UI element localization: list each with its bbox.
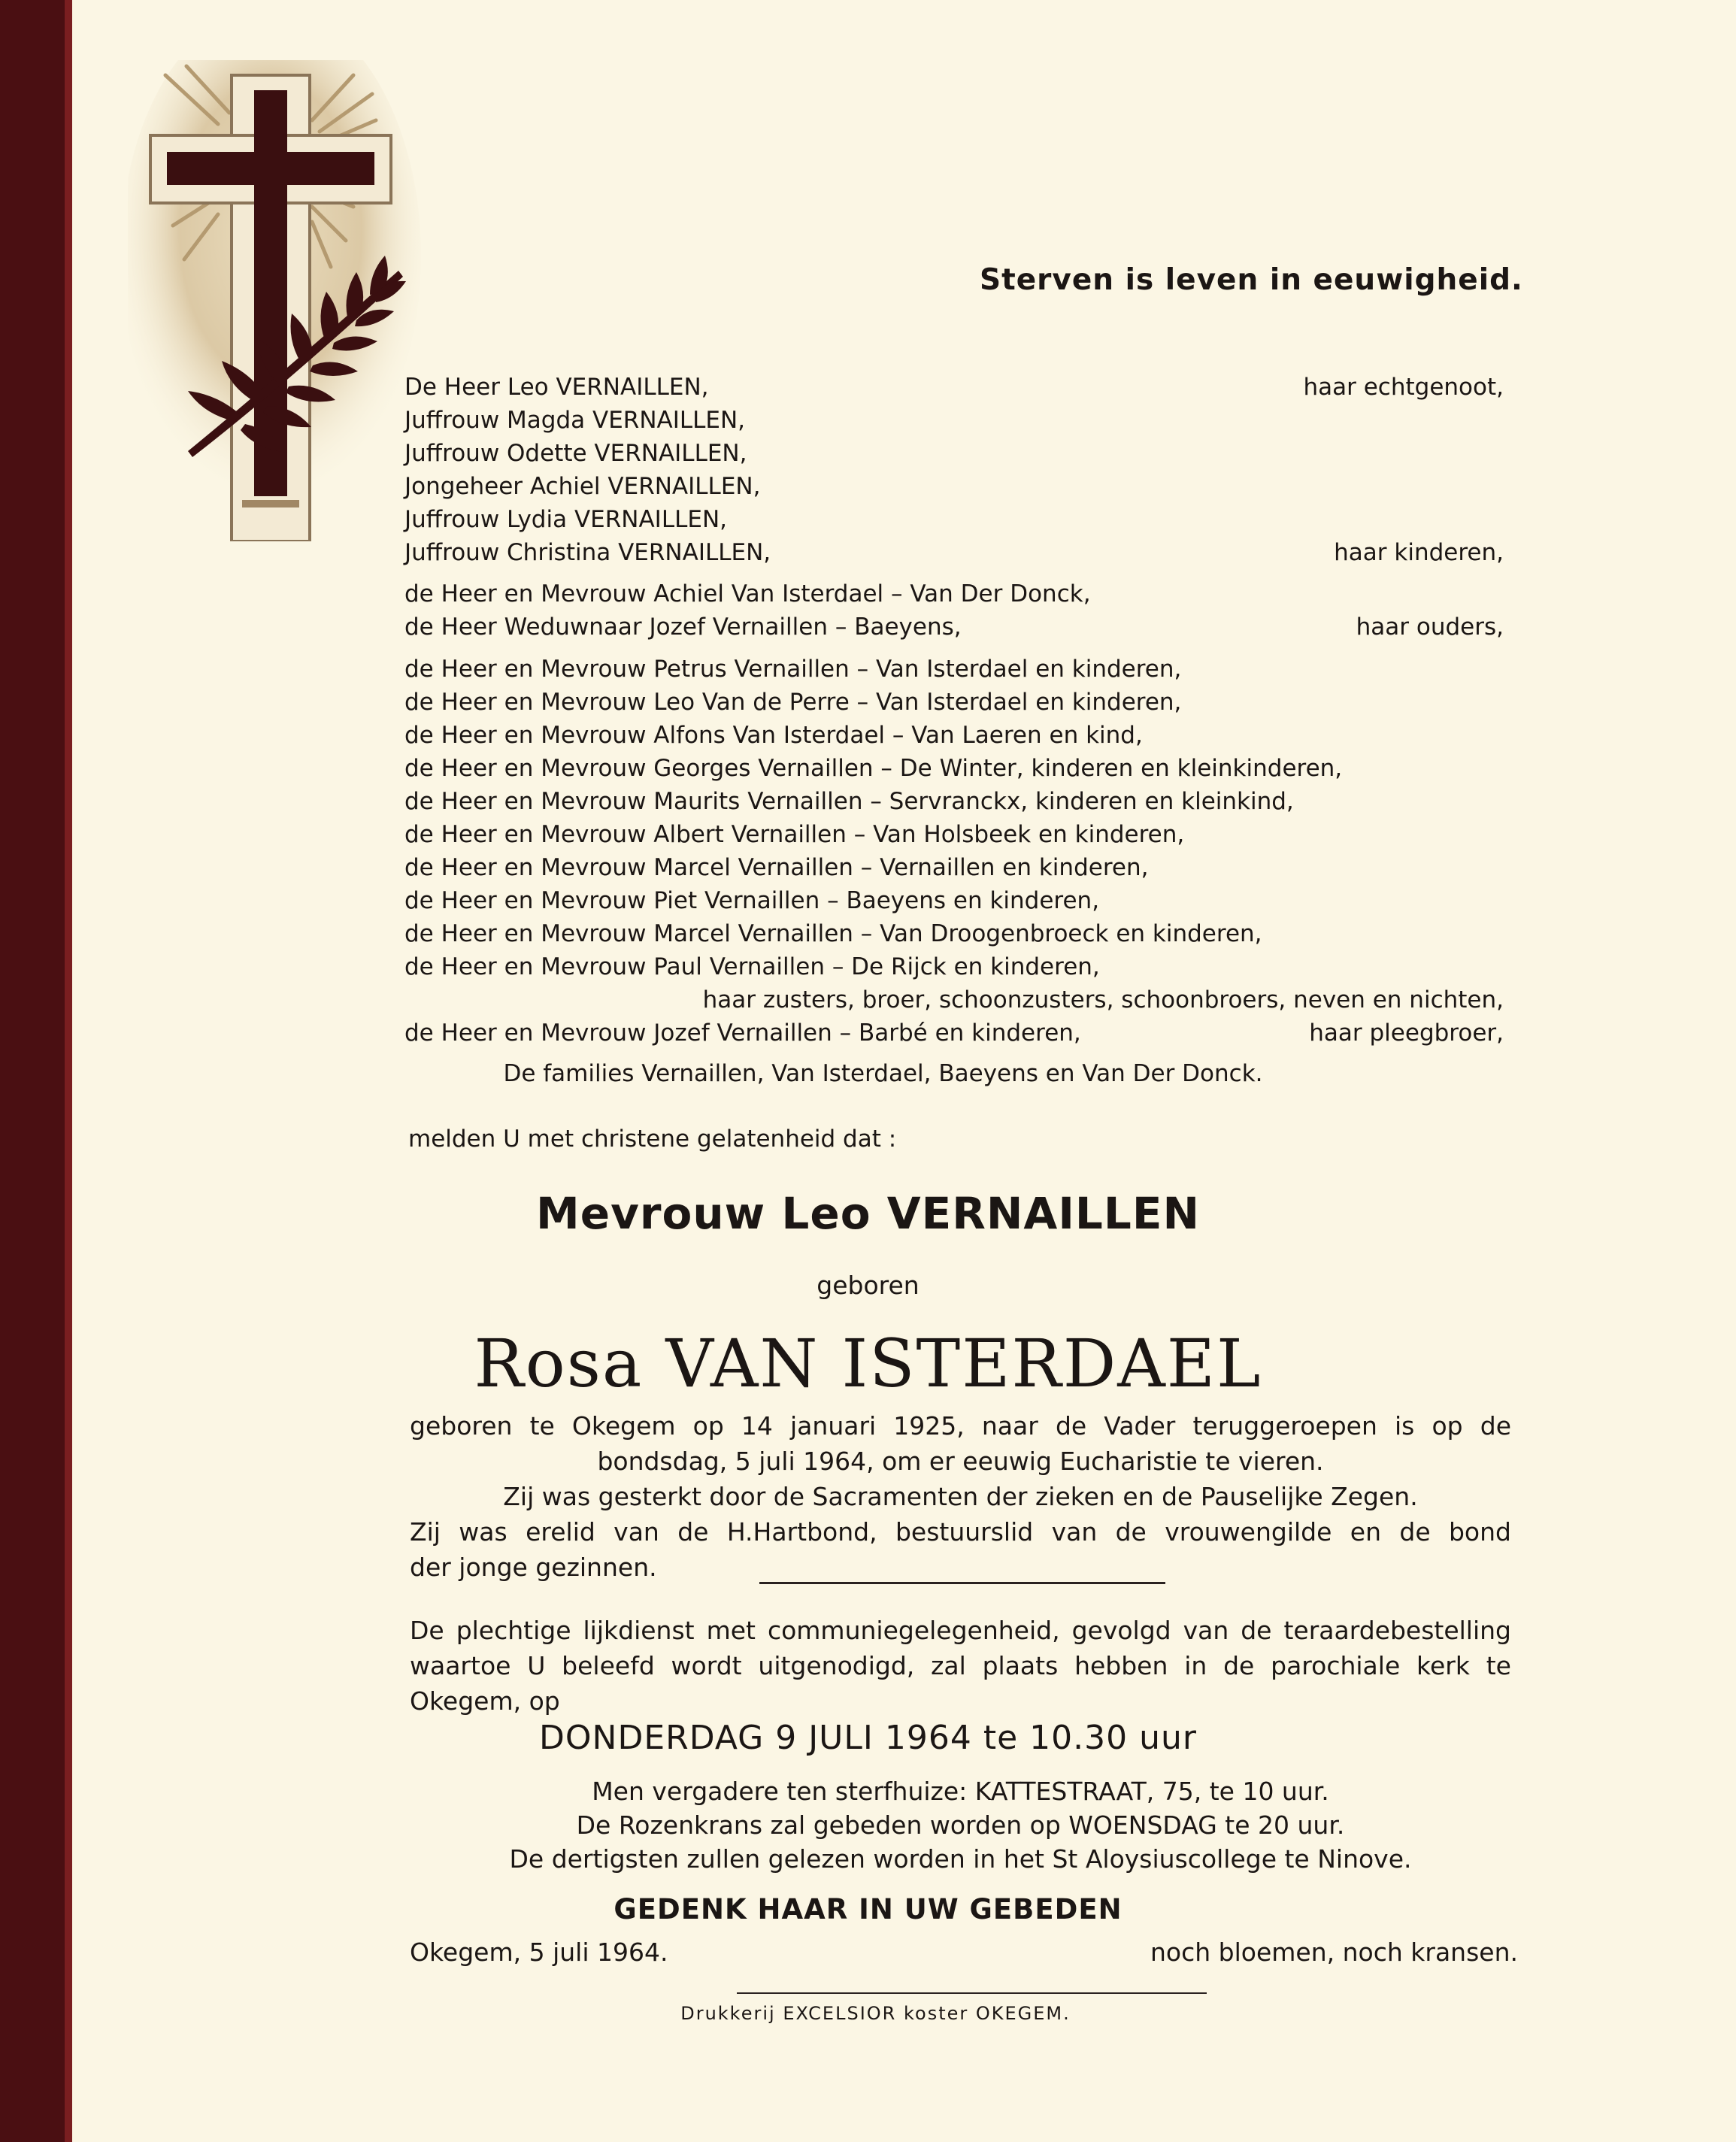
family-member: Juffrouw Lydia VERNAILLEN, bbox=[404, 506, 727, 533]
family-row bbox=[404, 755, 1504, 785]
family-member: de Heer en Mevrouw Albert Vernaillen – Van Holsbeek en kinderen, bbox=[404, 821, 1185, 848]
family-member: De Heer Leo VERNAILLEN, bbox=[404, 374, 709, 401]
family-member: de Heer Weduwnaar Jozef Vernaillen – Baeyens, bbox=[404, 614, 962, 641]
family-row bbox=[404, 614, 1504, 644]
family-row bbox=[404, 407, 1504, 437]
family-relation: haar zusters, broer, schoonzusters, schoonbroers, neven en nichten, bbox=[702, 986, 1504, 1013]
bio-line: bondsdag, 5 juli 1964, om er eeuwig Eucharistie te vieren. bbox=[597, 1447, 1324, 1476]
family-relation: haar kinderen, bbox=[1334, 539, 1504, 566]
bio-line: geboren te Okegem op 14 januari 1925, naar de Vader teruggeroepen is op de bbox=[410, 1411, 1511, 1441]
family-member: Juffrouw Odette VERNAILLEN, bbox=[404, 440, 747, 467]
family-row bbox=[404, 953, 1504, 983]
family-row bbox=[404, 986, 1504, 1016]
biography bbox=[410, 1408, 1511, 1585]
family-row bbox=[404, 788, 1504, 818]
family-row bbox=[404, 854, 1504, 884]
families-line: De families Vernaillen, Van Isterdael, Baeyens en Van Der Donck. bbox=[503, 1060, 1263, 1087]
family-member: de Heer en Mevrouw Petrus Vernaillen – Van Isterdael en kinderen, bbox=[404, 656, 1182, 683]
info-line: Men vergadere ten sterfhuize: KATTESTRAAT, 75, te 10 uur. bbox=[592, 1777, 1329, 1806]
family-relation: haar pleegbroer, bbox=[1309, 1019, 1504, 1047]
family-relation: haar ouders, bbox=[1356, 614, 1504, 641]
family-row bbox=[404, 689, 1504, 719]
family-member: de Heer en Mevrouw Marcel Vernaillen – Van Droogenbroeck en kinderen, bbox=[404, 920, 1262, 947]
family-relation: haar echtgenoot, bbox=[1303, 374, 1504, 401]
announcement: melden U met christene gelatenheid dat : bbox=[408, 1126, 897, 1153]
no-flowers: noch bloemen, noch kransen. bbox=[1150, 1937, 1518, 1967]
family-member: de Heer en Mevrouw Paul Vernaillen – De Rijck en kinderen, bbox=[404, 953, 1100, 980]
family-row bbox=[404, 506, 1504, 536]
family-row bbox=[404, 374, 1504, 404]
cross-emblem bbox=[128, 60, 429, 541]
info-line: De dertigsten zullen gelezen worden in het St Aloysiuscollege te Ninove. bbox=[509, 1844, 1412, 1874]
bio-line: Zij was gesterkt door de Sacramenten der zieken en de Pauselijke Zegen. bbox=[503, 1482, 1418, 1511]
family-member: de Heer en Mevrouw Piet Vernaillen – Baeyens en kinderen, bbox=[404, 887, 1100, 914]
family-member: de Heer en Mevrouw Alfons Van Isterdael – Van Laeren en kind, bbox=[404, 722, 1143, 749]
family-row bbox=[404, 539, 1504, 569]
service-notice bbox=[410, 1613, 1511, 1719]
info-line: De Rozenkrans zal gebeden worden op WOENSDAG te 20 uur. bbox=[576, 1810, 1345, 1840]
family-row bbox=[404, 473, 1504, 503]
family-row bbox=[404, 580, 1504, 610]
deceased-title: Mevrouw Leo VERNAILLEN bbox=[536, 1188, 1200, 1239]
bio-line: Zij was erelid van de H.Hartbond, bestuurslid van de vrouwengilde en de bond bbox=[410, 1517, 1511, 1547]
printer-credit: Drukkerij EXCELSIOR koster OKEGEM. bbox=[680, 2003, 1071, 2024]
family-row bbox=[404, 656, 1504, 686]
family-row bbox=[404, 1019, 1504, 1050]
family-member: de Heer en Mevrouw Georges Vernaillen – De Winter, kinderen en kleinkinderen, bbox=[404, 755, 1343, 782]
family-row bbox=[404, 821, 1504, 851]
family-member: de Heer en Mevrouw Achiel Van Isterdael – Van Der Donck, bbox=[404, 580, 1091, 607]
born-label: geboren bbox=[816, 1271, 920, 1300]
remember-line: GEDENK HAAR IN UW GEBEDEN bbox=[614, 1893, 1122, 1925]
motto: Sterven is leven in eeuwigheid. bbox=[980, 263, 1523, 297]
family-member: de Heer en Mevrouw Jozef Vernaillen – Barbé en kinderen, bbox=[404, 1019, 1081, 1047]
practical-info bbox=[410, 1774, 1511, 1876]
bio-line: der jonge gezinnen. bbox=[410, 1553, 657, 1582]
family-row bbox=[404, 722, 1504, 752]
family-member: Juffrouw Christina VERNAILLEN, bbox=[404, 539, 771, 566]
family-member: de Heer en Mevrouw Marcel Vernaillen – Vernaillen en kinderen, bbox=[404, 854, 1149, 881]
family-member: de Heer en Mevrouw Leo Van de Perre – Van Isterdael en kinderen, bbox=[404, 689, 1182, 716]
family-member: Jongeheer Achiel VERNAILLEN, bbox=[404, 473, 761, 500]
family-row bbox=[404, 887, 1504, 917]
service-date: DONDERDAG 9 JULI 1964 te 10.30 uur bbox=[539, 1719, 1197, 1757]
family-member: Juffrouw Magda VERNAILLEN, bbox=[404, 407, 746, 434]
service-line: De plechtige lijkdienst met communiegelegenheid, gevolgd van de teraardebestelling bbox=[410, 1616, 1511, 1645]
family-row bbox=[404, 440, 1504, 470]
footer-divider bbox=[737, 1992, 1207, 1994]
section-divider bbox=[759, 1582, 1165, 1584]
palm-branch-icon bbox=[128, 60, 429, 541]
family-member: de Heer en Mevrouw Maurits Vernaillen – Servranckx, kinderen en kleinkind, bbox=[404, 788, 1294, 815]
family-row bbox=[404, 920, 1504, 950]
deceased-name: Rosa VAN ISTERDAEL bbox=[474, 1325, 1262, 1402]
place-date: Okegem, 5 juli 1964. bbox=[410, 1937, 668, 1967]
service-line: waartoe U beleefd wordt uitgenodigd, zal plaats hebben in de parochiale kerk te bbox=[410, 1651, 1511, 1680]
service-line: Okegem, op bbox=[410, 1686, 560, 1716]
